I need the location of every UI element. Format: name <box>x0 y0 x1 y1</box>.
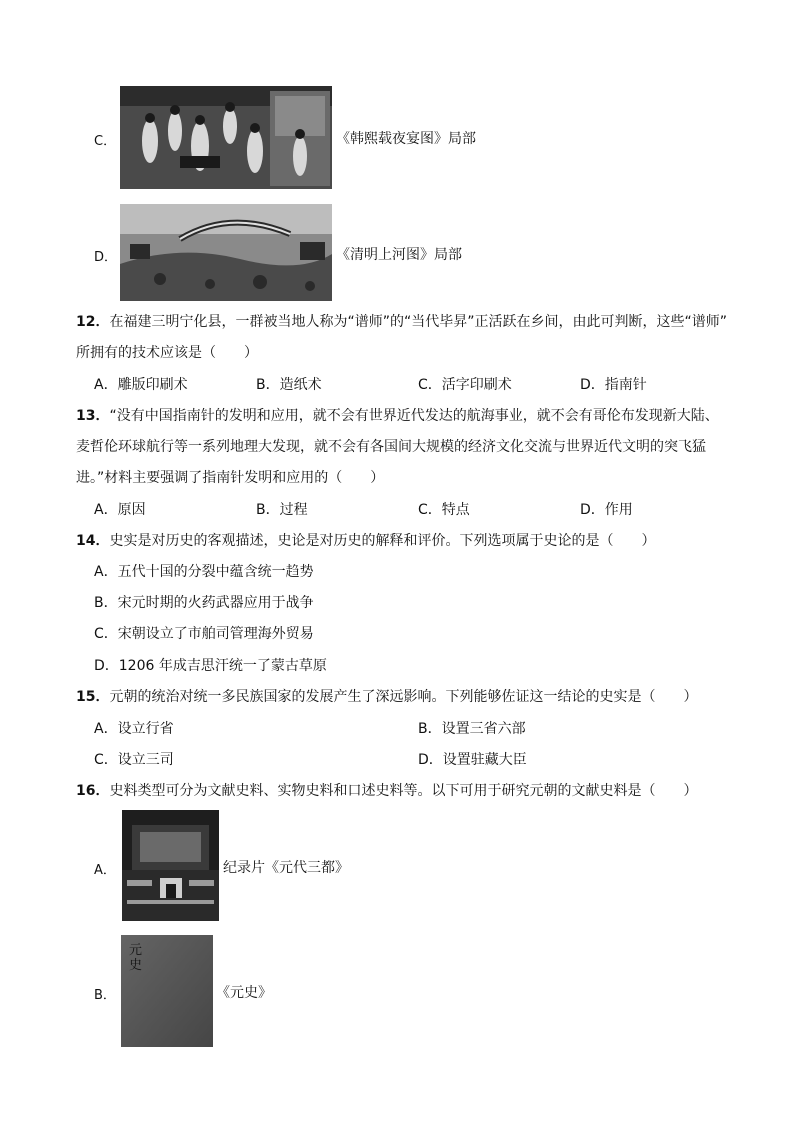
q16-stem: 史料类型可分为文献史料、实物史料和口述史料等。以下可用于研究元朝的文献史料是（ ） <box>109 783 698 799</box>
q14-number: 14． <box>76 533 110 549</box>
q13-stem-line2: 麦哲伦环球航行等一系列地理大发现，就不会有各国间大规模的经济文化交流与世界近代文明的突飞猛 <box>76 439 706 455</box>
q15-number: 15． <box>76 689 110 705</box>
q13-stem-line3: 进。”材料主要强调了指南针发明和应用的（ ） <box>76 470 385 486</box>
q15-option-d[interactable]: D．设置驻藏大臣 <box>418 752 527 768</box>
q13-number: 13． <box>76 408 110 424</box>
han-xizai-painting-image <box>120 86 332 189</box>
q12-line1 <box>76 311 727 331</box>
option-c-caption: 《韩熙载夜宴图》局部 <box>336 131 476 147</box>
q13-option-b[interactable]: B．过程 <box>256 502 308 518</box>
q14-option-a[interactable]: A．五代十国的分裂中蕴含统一趋势 <box>94 564 314 580</box>
q14-stem: 史实是对历史的客观描述，史论是对历史的解释和评价。下列选项属于史论的是（ ） <box>109 533 656 549</box>
book-cover-title: 元 史 <box>129 943 143 973</box>
q15-stem: 元朝的统治对统一多民族国家的发展产生了深远影响。下列能够佐证这一结论的史实是（ ） <box>109 689 698 705</box>
q12-number: 12． <box>76 314 110 330</box>
q16-option-a-label: A． <box>94 863 116 878</box>
q13-line1 <box>76 405 719 425</box>
q16-option-b-caption: 《元史》 <box>216 985 272 1001</box>
q14-option-c[interactable]: C．宋朝设立了市舶司管理海外贸易 <box>94 626 314 642</box>
option-c-label: C． <box>94 134 117 149</box>
q12-option-d[interactable]: D．指南针 <box>580 377 647 393</box>
q12-option-b[interactable]: B．造纸术 <box>256 377 322 393</box>
q15-line1 <box>76 686 697 706</box>
q12-stem-line2: 所拥有的技术应该是（ ） <box>76 345 258 361</box>
q13-option-c[interactable]: C．特点 <box>418 502 470 518</box>
q12-option-c[interactable]: C．活字印刷术 <box>418 377 512 393</box>
q13-stem-line1: “没有中国指南针的发明和应用，就不会有世界近代发达的航海事业，就不会有哥伦布发现新大陆、 <box>109 408 719 424</box>
q12-option-a[interactable]: A．雕版印刷术 <box>94 377 188 393</box>
q14-option-d[interactable]: D．1206 年成吉思汗统一了蒙古草原 <box>94 658 327 674</box>
qingming-painting-image <box>120 204 332 301</box>
q14-option-b[interactable]: B．宋元时期的火药武器应用于战争 <box>94 595 314 611</box>
q16-number: 16． <box>76 783 110 799</box>
q14-line1 <box>76 530 655 550</box>
yuan-shi-book-cover-image[interactable] <box>121 935 213 1047</box>
q16-option-b-label: B． <box>94 988 116 1003</box>
q13-option-a[interactable]: A．原因 <box>94 502 146 518</box>
option-d-caption: 《清明上河图》局部 <box>336 247 462 263</box>
q12-stem-line1: 在福建三明宁化县，一群被当地人称为“谱师”的“当代毕昇”正活跃在乡间，由此可判断，这些“谱师” <box>109 314 727 330</box>
q15-option-b[interactable]: B．设置三省六部 <box>418 721 526 737</box>
q13-option-d[interactable]: D．作用 <box>580 502 633 518</box>
q15-option-c[interactable]: C．设立三司 <box>94 752 174 768</box>
q16-option-a-caption: 纪录片《元代三都》 <box>223 860 349 876</box>
yuan-three-capitals-documentary-image[interactable] <box>122 810 219 921</box>
option-d-label: D． <box>94 250 118 265</box>
q16-line1 <box>76 780 697 800</box>
q15-option-a[interactable]: A．设立行省 <box>94 721 174 737</box>
